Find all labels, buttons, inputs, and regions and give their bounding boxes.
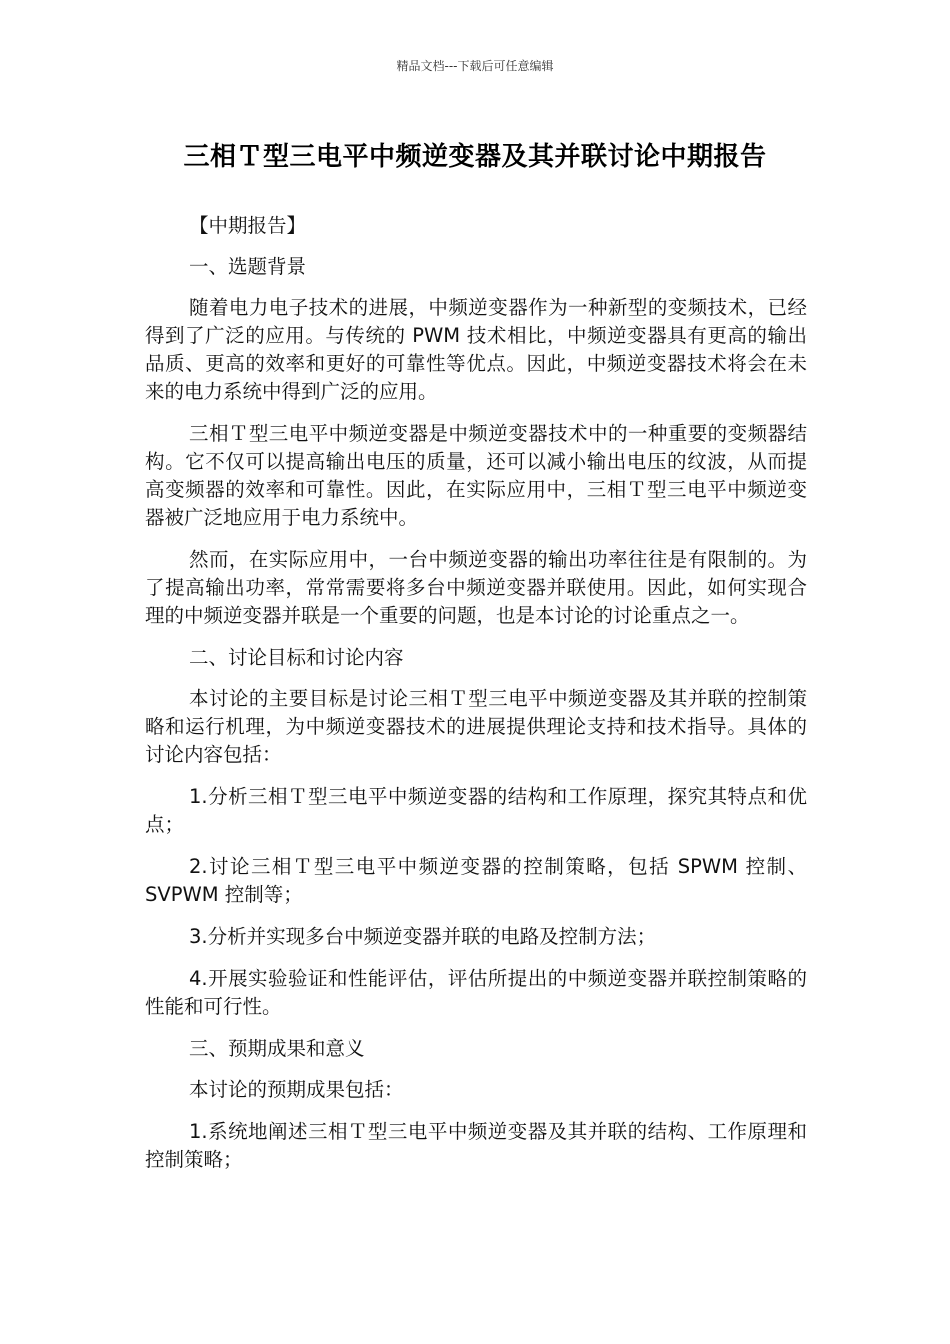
paragraph: 三相Ｔ型三电平中频逆变器是中频逆变器技术中的一种重要的变频器结构。它不仅可以提高输出电压的质量，还可以减小输出电压的纹波，从而提高变频器的效率和可靠性。因此，在实际应用中，三相Ｔ型三电平中频逆变器被广泛地应用于电力系统中。 bbox=[145, 422, 807, 529]
section-heading-outcomes: 三、预期成果和意义 bbox=[189, 1037, 365, 1060]
section-heading-background: 一、选题背景 bbox=[189, 255, 307, 278]
list-item: 1.分析三相Ｔ型三电平中频逆变器的结构和工作原理，探究其特点和优点； bbox=[145, 785, 807, 836]
list-item: 1.系统地阐述三相Ｔ型三电平中频逆变器及其并联的结构、工作原理和控制策略； bbox=[145, 1120, 807, 1171]
document-body bbox=[145, 212, 807, 1188]
report-label: 【中期报告】 bbox=[189, 214, 307, 237]
header-note: 精品文档---下载后可任意编辑 bbox=[396, 59, 554, 73]
list-item: 4.开展实验验证和性能评估，评估所提出的中频逆变器并联控制策略的性能和可行性。 bbox=[145, 967, 807, 1018]
paragraph: 随着电力电子技术的进展，中频逆变器作为一种新型的变频技术，已经得到了广泛的应用。与传统的 PWM 技术相比，中频逆变器具有更高的输出品质、更高的效率和更好的可靠性等优点。因此，中频逆变器技术将会在未来的电力系统中得到广泛的应用。 bbox=[145, 296, 807, 403]
paragraph: 本讨论的主要目标是讨论三相Ｔ型三电平中频逆变器及其并联的控制策略和运行机理，为中频逆变器技术的进展提供理论支持和技术指导。具体的讨论内容包括： bbox=[145, 687, 807, 766]
list-item: 2.讨论三相Ｔ型三电平中频逆变器的控制策略，包括 SPWM 控制、SVPWM 控制等； bbox=[145, 855, 807, 906]
list-item: 3.分析并实现多台中频逆变器并联的电路及控制方法； bbox=[189, 925, 657, 948]
section-heading-objectives: 二、讨论目标和讨论内容 bbox=[189, 646, 404, 669]
paragraph: 本讨论的预期成果包括： bbox=[189, 1078, 404, 1101]
paragraph: 然而，在实际应用中，一台中频逆变器的输出功率往往是有限制的。为了提高输出功率，常常需要将多台中频逆变器并联使用。因此，如何实现合理的中频逆变器并联是一个重要的问题，也是本讨论的讨论重点之一。 bbox=[145, 548, 807, 627]
document-title: 三相Ｔ型三电平中频逆变器及其并联讨论中期报告 bbox=[183, 142, 767, 172]
